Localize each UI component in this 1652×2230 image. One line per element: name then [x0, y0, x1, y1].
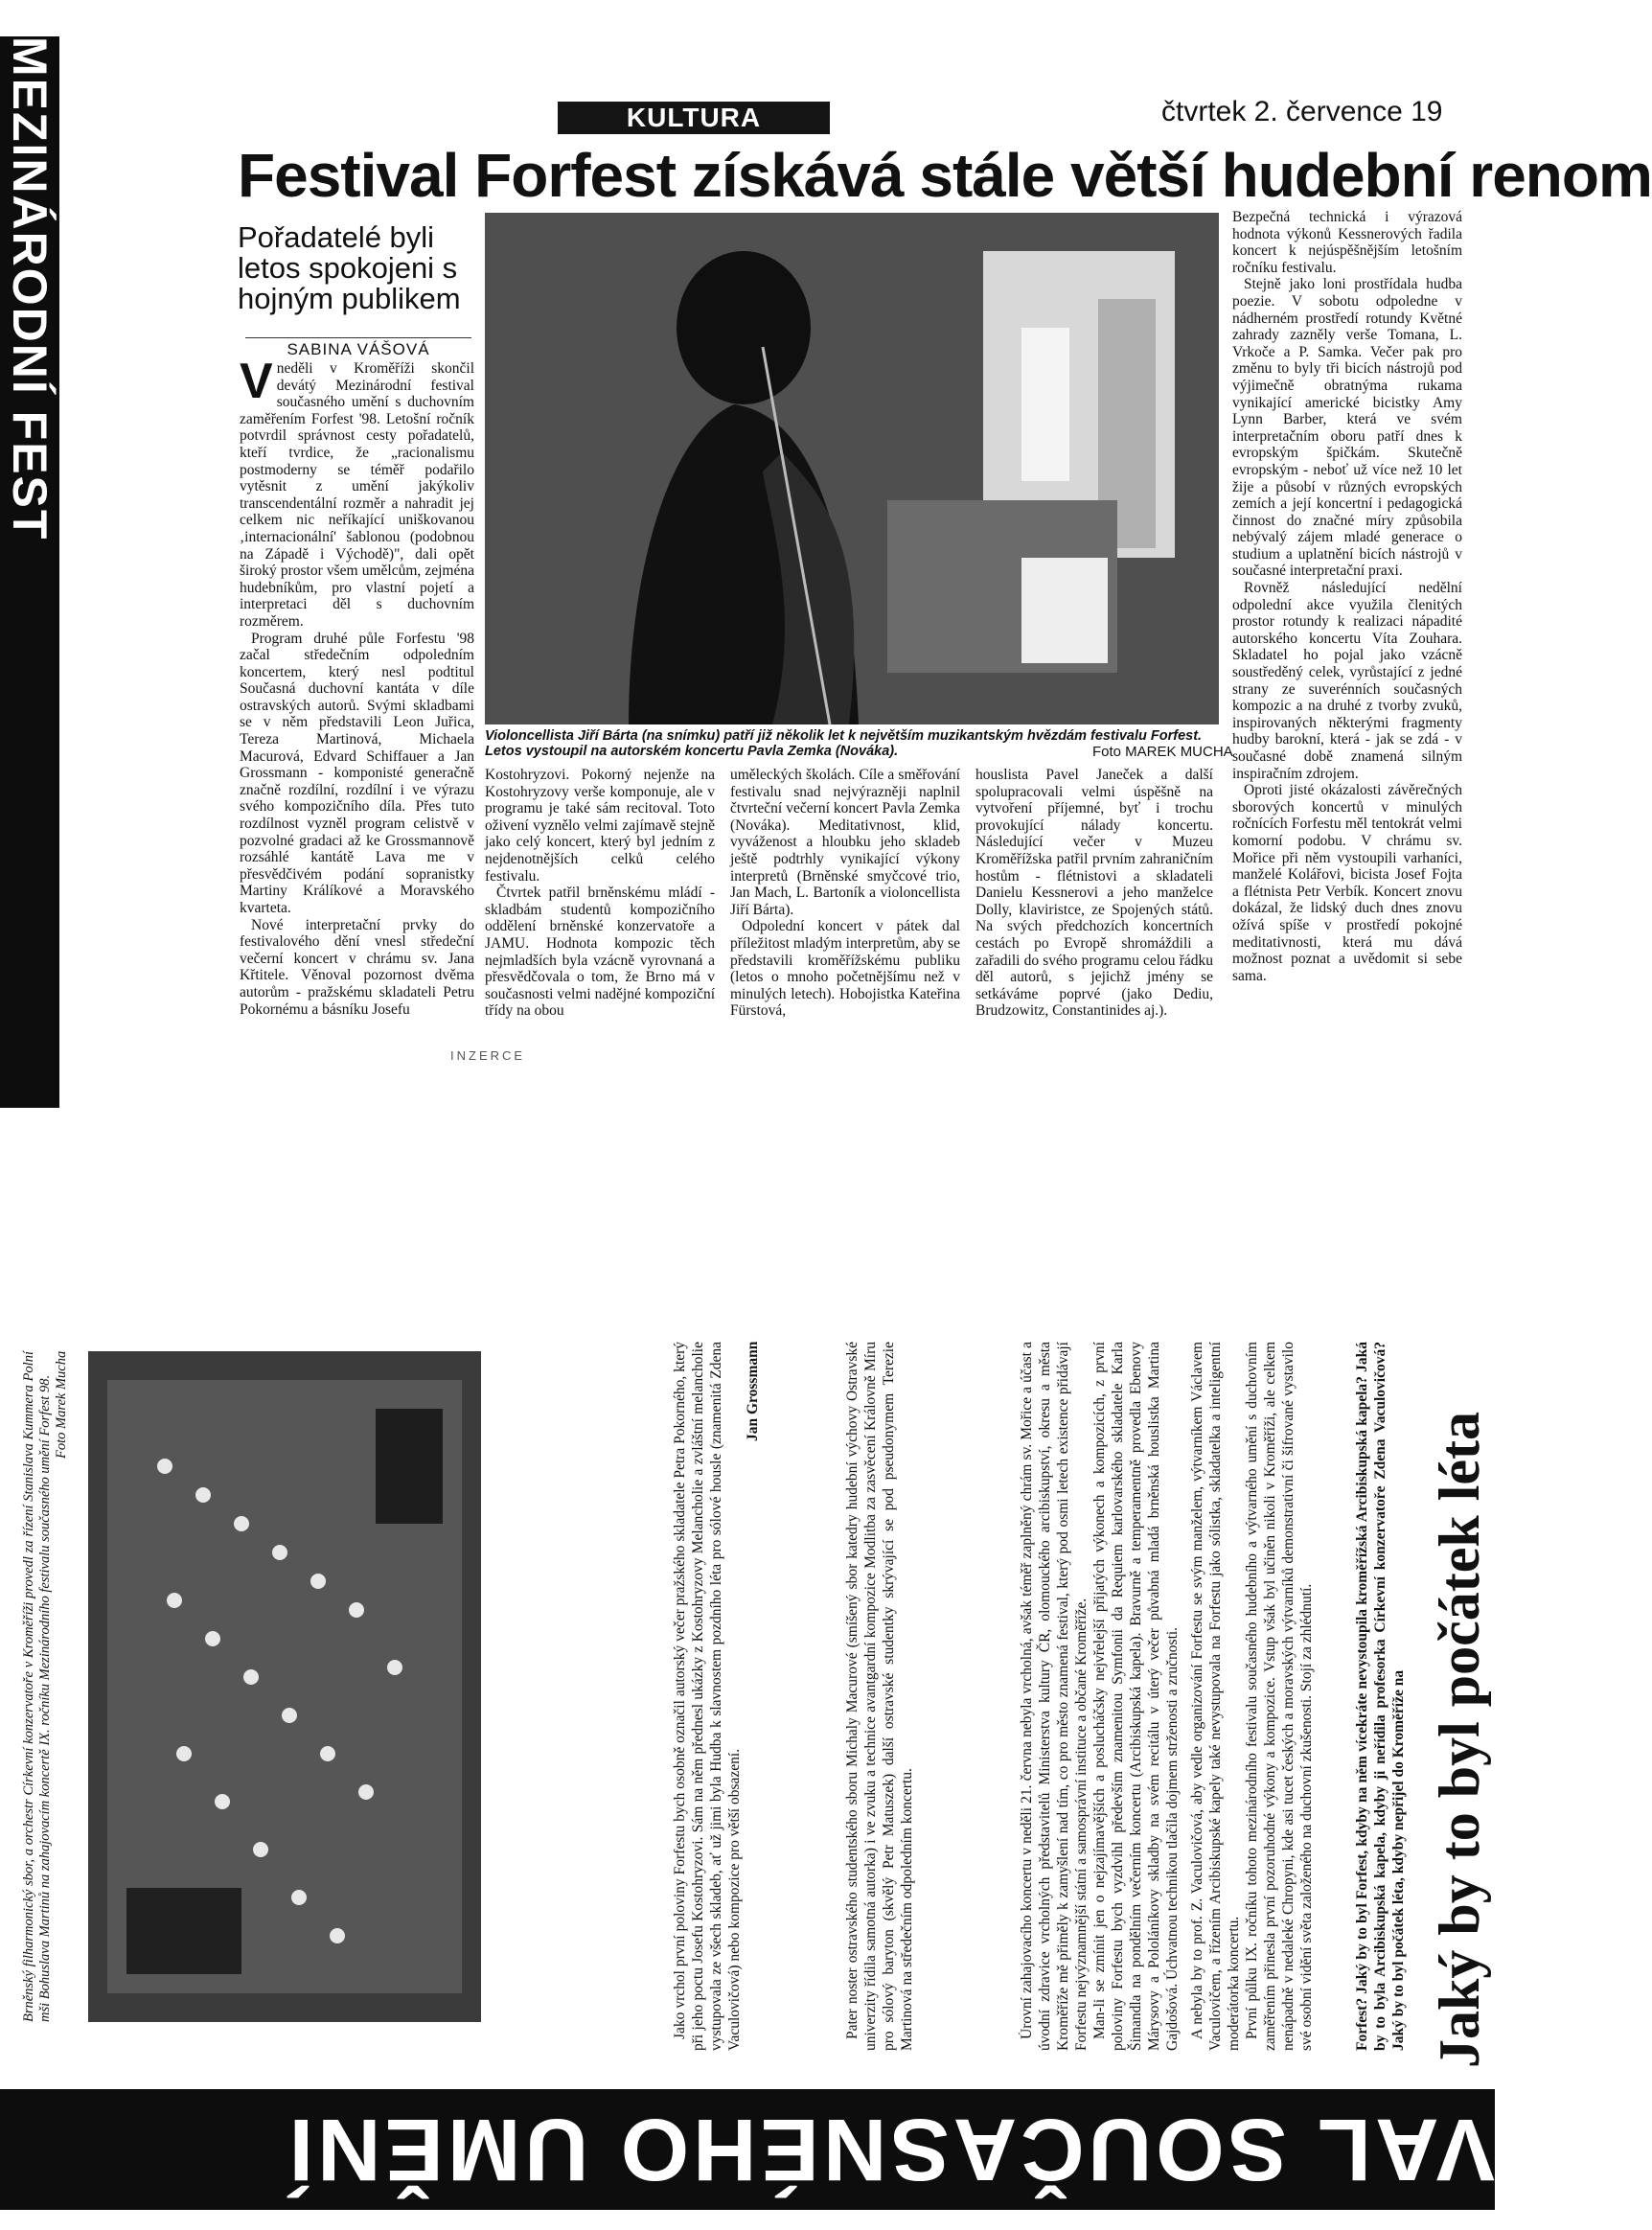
lower-paragraph: Úrovní zahajovacího koncertu v neděli 21. června nebyla vrcholná, avšak téměř zaplněný chrám sv. Mořice a účast a úvodní zdravice vrcholných představitelů Ministerstva kultury ČR, olomouckého arcibiskupství, okresu a města Kroměříže mě přiměly k zamyšlení nad tím, co pro město znamená festival, který pod osmi letech existence přidávají Forfestu nejvýznamnější státní a samosprávní instituce a občané Kroměříže.: [1019, 1342, 1090, 2051]
article-column-1: [240, 354, 474, 1046]
article-paragraph: neděli v Kroměříži skončil devátý Mezinárodní festival současného umění s duchovním zaměřením Forfest '98. Letošní ročník potvrdil správnost cesty pořadatelů, kteří tvrdice, že „racionalismu postmoderny se téměř podařilo vytěsnit z umění jakýkoliv transcendentální rozměr a nahradit jej celkem nic neříkající uniškovanou ‚internacionální' šablonou (podobnou na Západě i Východě)", dali opět široký prostor všem umělcům, zejména hudebníkům, pro vlastní pojetí a interpretaci děl s duchovním rozměrem.: [240, 360, 474, 630]
lower-column-4: [671, 1342, 837, 2051]
advertisement-label: INZERCE: [450, 1048, 526, 1063]
article-paragraph: Nové interpretační prvky do festivalového dění vnesl středeční večerní koncert v chrámu sv. Jana Křtitele. Věnoval pozornost dvěma autorům - pražskému skladateli Petru Pokornému a básníku Josefu: [240, 916, 474, 1018]
festival-banner-horizontal: [0, 2089, 1495, 2210]
section-tag: KULTURA: [558, 102, 830, 134]
lower-column-3: [843, 1342, 1012, 2051]
lower-paragraph: První půlku IX. ročníku tohoto mezinárodního festivalu současného hudebního a výtvarného umění s duchovním zaměřením přinesla první pozoruhodné výkony a kompozice. Vstup však byl učiněn nikoli v Kroměříži, ale celkem nenápadně v nedaleké Chropyni, kde asi tucet českých a moravských výtvarníků demonstrativní či šifrované vystavilo své osobní vidění světa založeného na duchovní zkušenosti. Stojí za zhlédnutí.: [1244, 1342, 1315, 2051]
article-paragraph: Oproti jisté okázalosti závěrečných sborových koncertů v minulých ročnících Forfestu měl tentokrát velmi komorní podobu. V chrámu sv. Mořice při něm vystoupili varhaníci, manželé Kolářovi, bicista Josef Fojta a flétnista Petr Verbík. Koncert znovu dokázal, že lidský duch dnes znovu ožívá spíše v prostředí pokojné meditativnosti, která mu dává možnost poznat a uvědomit si sebe sama.: [1232, 782, 1462, 984]
article-paragraph: Čtvrtek patřil brněnskému mládí - skladbám studentů kompozičního oddělení brněnské konzervatoře a JAMU. Hodnota kompozic těch nejmladších byla vzácně vyrovnaná a přesvědčovala o tom, že Brno má v současnosti velmi nadějné kompoziční třídy na obou: [485, 885, 715, 1020]
subheadline: Pořadatelé byli letos spokojeni s hojným publikem: [238, 220, 461, 315]
article-column-2: [485, 767, 715, 1046]
photo-caption: Violoncellista Jiří Bárta (na snímku) patří již několik let k největším muzikantským hvězdám festivalu Forfest. Letos vystoupil na autorském koncertu Pavla Zemka (Nováka).: [485, 728, 1203, 759]
lower-intro-text: Forfest? Jaký by to byl Forfest, kdyby na něm vícekráte nevystoupila kroměřížská Arcibiskupská kapela? Jaká by to byla Arcibiskupská kapela, kdyby ji neřídila profesorka Církevní konzervatoře Zdena Vaculovičová? Jaký by to byl počátek léta, kdyby nepřijel do Kroměříže na: [1354, 1342, 1407, 2051]
article-column-5: [1232, 209, 1462, 1043]
dropcap: V: [240, 354, 273, 409]
lower-paragraph: Pater noster ostravského studentského sboru Michaly Macurové (smíšený sbor katedry hudební výchovy Ostravské univerzity řídila samotná autorka) i ve zvuku a technice avantgardní kompozice Modlitba za zasvěcení Královně Míru pro sólový baryton (skvělý Petr Matuszek) další ostravské studentky skrývající se pod pseudonymem Terezie Martinová na středečním odpoledním koncertu.: [844, 1342, 915, 2051]
lower-intro: [1353, 1342, 1424, 2051]
article-paragraph: houslista Pavel Janeček a další spolupracovali velmi úspěšně na vytvoření příjemné, byť i trochu provokující nálady koncertu. Následující večer v Muzeu Kroměřížska patřil prvním zahraničním hostům - flétnistovi a skladateli Danielu Kessnerovi a jeho manželce Dolly, klaviristce, ze Spojených států. Na svých předchozích koncertních cestách po Evropě shromáždili a zařadili do svého programu celou řádku děl autorů, s jejichž jmény se setkáváme poprvé (jako Dediu, Brudzowitz, Constantinides aj.).: [975, 767, 1213, 1020]
lower-paragraph: Jako vrchol první poloviny Forfestu bych osobně označil autorský večer pražského skladatele Petra Pokorného, který při jeho poctu Josefu Kostohryzovi. Sám na něm přednesl ukázky z Kostohryzovy Melancholie a zvláštní melancholie vystupovala ze všech skladeb, ať už jimi byla Hudba k slavnostem pozdního léta pro sólové housle (znamenitá Zdena Vaculovičová) nebo kompozice pro větší obsazení.: [672, 1342, 743, 2051]
article-column-4: [975, 767, 1213, 1046]
festival-banner-horizontal-text: VAL SOUČASNÉHO UMĚNÍ: [285, 2101, 1495, 2198]
photo-credit: Foto MAREK MUCHA: [1092, 744, 1233, 760]
lower-headline: [1426, 1336, 1493, 2068]
lower-paragraph: A nebyla by to prof. Z. Vaculovičová, aby vedle organizování Forfestu se svým manželem, výtvarníkem Václavem Vaculovičem, a řízením Arcibiskupské kapely také nevystupovala na Forfestu jako sólistka, skladatelka a inteligentní moderátorka koncertu.: [1189, 1342, 1242, 2051]
cellist-photo-art: [485, 213, 1219, 724]
article-paragraph: Kostohryzovi. Pokorný nejenže na Kostohryzovy verše komponuje, ale v programu je také sám recitoval. Toto oživení vyznělo velmi zajímavě stejně jako celý koncert, který byl jedním z nejdenotnějších celků celého festivalu.: [485, 767, 715, 885]
dateline: čtvrtek 2. července 19: [1161, 96, 1443, 127]
festival-banner-vertical: [0, 36, 59, 1108]
orchestra-photo-credit: Foto Marek Mucha: [54, 1351, 69, 1460]
article-column-3: [730, 767, 960, 1046]
lower-headline-text: Jaký by to byl počátek léta: [1428, 1411, 1491, 2068]
headline: Festival Forfest získává stále větší hudební renom: [238, 141, 1652, 210]
article-paragraph: Stejně jako loni prostřídala hudba poezie. V sobotu odpoledne v nádherném prostředí rotundy Květné zahrady zazněly verše Tomana, L. Vrkoče a P. Samka. Večer pak pro změnu to byly tři bicích nástrojů pod výjimečně obratnýma rukama vynikající americké bicistky Amy Lynn Barber, která ve svém interpretačním oboru patří dnes k evropským špičkám. Skutečně evropským - neboť už více než 10 let žije a působí v různých evropských zemích a její koncertní i pedagogická činnost do značné míry způsobila nebývalý zájem mladé generace o studium a uplatnění bicích nástrojů v současné interpretační praxi.: [1232, 276, 1462, 580]
article-paragraph: Bezpečná technická i výrazová hodnota výkonů Kessnerových řadila koncert k nejúspěšnějším letošním ročníku festivalu.: [1232, 209, 1462, 276]
orchestra-photo-art: [88, 1351, 481, 2022]
article-paragraph: uměleckých školách. Cíle a směřování festivalu snad nejvýrazněji naplnil čtvrteční večerní koncert Pavla Zemka (Nováka). Meditativnost, klid, vyváženost a hloubku jeho skladeb ještě podtrhly vynikající výkony interpretů (Brněnské smyčcové trio, Jan Mach, L. Bartoník a violoncellista Jiří Bárta).: [730, 767, 960, 918]
byline: SABINA VÁŠOVÁ: [245, 337, 471, 359]
lower-paragraph: Man-li se zmínit jen o nejzajímavějších a poslucháčsky nejvřelejší přijatých výkonech a kompozicích, z první poloviny Forfestu bych vyzdvihl především znamenitou Symfonii da Requiem karlovarského skladatele Karla Šimandla na pondělním večerním koncertu (Arcibiskupská kapela). Bravurně a temperamentně provedla Ebenovy Márysovy a Pololáníkovy skladby na svém recitálu v úterý večer půvabná mladá brněnská houslistka Martina Gajdošová. Úchvatnou technikou tlačila dojmem strženosti a zručnosti.: [1091, 1342, 1181, 2051]
lower-column-1: [1188, 1342, 1349, 2051]
orchestra-photo: [88, 1351, 481, 2022]
article-paragraph: Program druhé půle Forfestu '98 začal středečním odpoledním koncertem, který nesl podtitul Současná duchovní kantáta v díle ostravských autorů. Svými skladbami se v něm představili Leon Juřica, Tereza Martinová, Michaela Macurová, Edvard Schiffauer a Jan Grossmann - komponisté generačně značně rozdílní, rozdílní i ve výrazu svého kompozičního díla. Přes tuto rozdílnost vyzněl program celistvě v pozvolné gradaci až ke Grossmannově rozsáhlé kantátě Lava me v přesvědčivém podání sopranistky Martiny Králíkové a Moravského kvarteta.: [240, 630, 474, 916]
article-paragraph: Rovněž následující nedělní odpolední akce využila členitých prostor rotundy k realizaci nápadité autorského koncertu Víta Zouhara. Skladatel ho pojal jako vzácně soustředěný celek, vyrůstající z jedné strany ze suverénních současných kompozic a na druhé z tvorby zvuků, inspirovaných některými fragmenty hudby barokní, která - jak se zdá - v současné době znamená silným inspiračním zdrojem.: [1232, 580, 1462, 782]
article-paragraph: Odpolední koncert v pátek dal příležitost mladým interpretům, aby se představili kroměřížskému publiku (letos o mnoho početnějšímu než v minulých letech). Hobojistka Kateřina Fürstová,: [730, 918, 960, 1020]
orchestra-caption-text: Brněnský filharmonický sbor, a orchestr Církevní konzervatoře v Kroměříži provedl za řízení Stanislava Kummera Polní mši Bohuslava Martinů na zahajovacím koncertě IX. ročníku Mezinárodního festivalu současného umění Forfest 98.: [21, 1351, 53, 2022]
festival-banner-vertical-text: MEZINÁRODNÍ FEST: [3, 36, 57, 541]
orchestra-photo-caption: [21, 1351, 84, 2022]
lower-column-2: [1018, 1342, 1182, 2051]
lower-signature: Jan Grossmann: [745, 1342, 761, 1442]
cellist-photo: [485, 213, 1219, 724]
